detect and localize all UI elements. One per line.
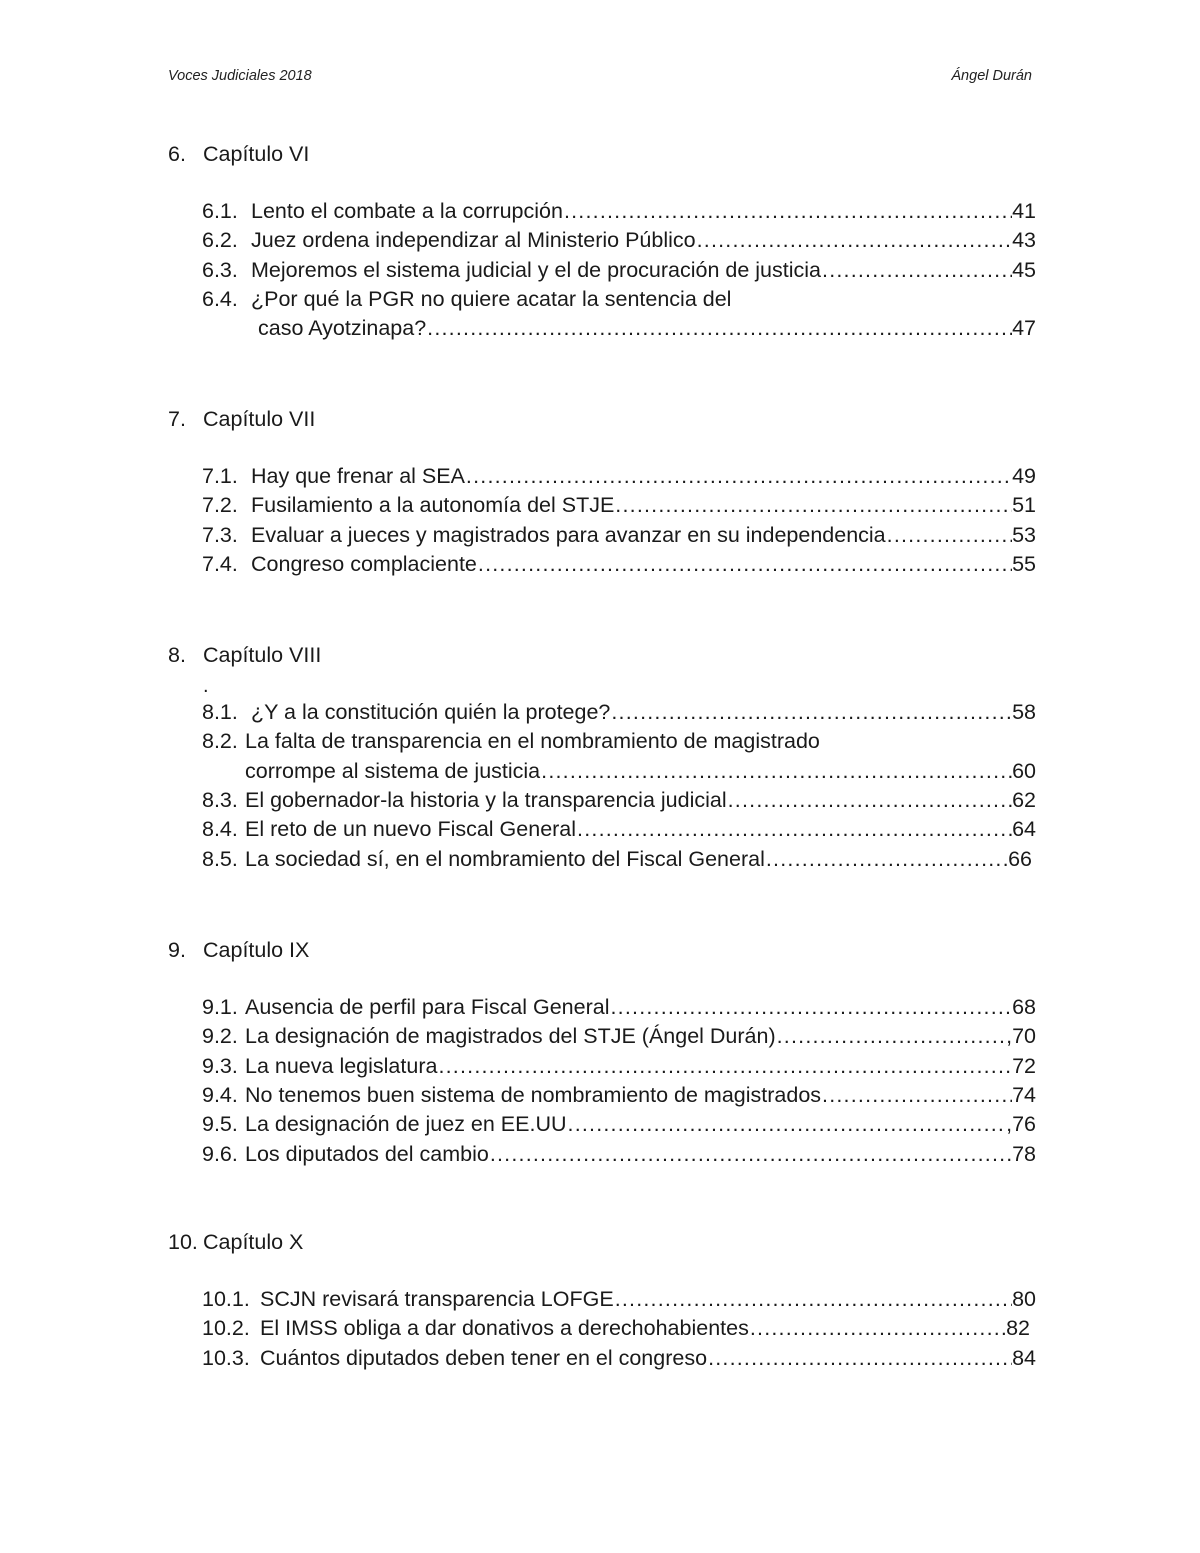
- entry-page: ,76: [1006, 1112, 1036, 1137]
- toc-entry[interactable]: [168, 521, 1036, 550]
- chapter-title: Capítulo X: [203, 1230, 304, 1254]
- dot-leader: [697, 226, 1012, 255]
- entry-page: ,70: [1006, 1024, 1036, 1049]
- dot-leader: [766, 845, 1008, 874]
- entry-number: 7.2.: [202, 493, 238, 518]
- dot-leader: [438, 1052, 1012, 1081]
- toc-entry-continuation[interactable]: [168, 314, 1036, 343]
- entry-title: Hay que frenar al SEA: [251, 464, 465, 488]
- entry-page: 82: [1006, 1316, 1030, 1341]
- entry-title: SCJN revisará transparencia LOFGE: [260, 1287, 614, 1311]
- toc-entry[interactable]: [168, 1052, 1036, 1081]
- chapter-title: Capítulo IX: [203, 938, 310, 962]
- chapter-8: [168, 640, 1036, 871]
- toc-entry[interactable]: [168, 815, 1036, 844]
- entry-number: 7.1.: [202, 464, 238, 488]
- dot-leader: [822, 256, 1012, 285]
- entry-number: 9.6.: [202, 1141, 238, 1166]
- entry-title: La nueva legislatura: [245, 1053, 438, 1078]
- entry-title: Juez ordena independizar al Ministerio Público: [251, 228, 696, 253]
- chapter-7: [168, 404, 1036, 576]
- entry-title: La designación de juez en EE.UU: [245, 1112, 567, 1137]
- entry-number: 6.3.: [202, 257, 238, 282]
- toc-entry[interactable]: [168, 285, 1036, 314]
- toc-entry[interactable]: [168, 491, 1036, 520]
- dot-leader: [490, 1140, 1012, 1169]
- entry-page: 43: [1012, 228, 1036, 253]
- entry-number: 8.3.: [202, 787, 238, 812]
- entry-number: 7.3.: [202, 522, 238, 547]
- toc-entry[interactable]: [168, 1344, 1036, 1373]
- toc-entry[interactable]: [168, 550, 1036, 579]
- entry-number: 8.4.: [202, 817, 238, 842]
- entry-page: 78: [1012, 1141, 1036, 1166]
- entry-page: 64: [1012, 817, 1036, 842]
- entry-page: 74: [1012, 1082, 1036, 1107]
- dot-leader: [822, 1081, 1012, 1110]
- dot-leader: [577, 815, 1012, 844]
- toc-entry[interactable]: [168, 462, 1036, 491]
- dot-leader: [728, 786, 1012, 815]
- toc-entry[interactable]: [168, 1314, 1036, 1343]
- entry-title: La designación de magistrados del STJE (Ángel Durán): [245, 1024, 776, 1049]
- chapter-title: Capítulo VIII: [203, 643, 322, 667]
- dot-leader: [541, 757, 1012, 786]
- entry-page: 84: [1012, 1345, 1036, 1370]
- dot-leader: [478, 550, 1012, 579]
- entry-title: ¿Por qué la PGR no quiere acatar la sentencia del: [251, 286, 732, 311]
- dot-leader: [564, 197, 1012, 226]
- dot-leader: [466, 462, 1012, 491]
- entry-number: 10.2.: [202, 1316, 250, 1341]
- chapter-title: Capítulo VII: [203, 407, 316, 431]
- toc-entry[interactable]: [168, 1022, 1036, 1051]
- entry-page: 66: [1008, 846, 1032, 871]
- entry-page: 49: [1012, 464, 1036, 488]
- toc-entry[interactable]: [168, 845, 1036, 874]
- dot-leader: [615, 491, 1012, 520]
- chapter-number: 7.: [168, 407, 186, 431]
- toc-entry[interactable]: [168, 993, 1036, 1022]
- toc-entry[interactable]: [168, 727, 1036, 756]
- dot-leader: [777, 1022, 1006, 1051]
- toc-entry[interactable]: [168, 698, 1036, 727]
- entry-title-continuation: caso Ayotzinapa?: [258, 314, 427, 343]
- toc-entry[interactable]: [168, 1285, 1036, 1314]
- entry-title: ¿Y a la constitución quién la protege?: [251, 700, 611, 724]
- entry-page: 62: [1012, 787, 1036, 812]
- chapter-heading: [168, 139, 1036, 169]
- entry-number: 9.5.: [202, 1112, 238, 1137]
- toc-entry[interactable]: [168, 256, 1036, 285]
- entry-number: 9.2.: [202, 1024, 238, 1049]
- entry-number: 8.1.: [202, 700, 238, 724]
- entry-title: No tenemos buen sistema de nombramiento de magistrados: [245, 1082, 822, 1107]
- entry-number: 9.3.: [202, 1053, 238, 1078]
- entry-number: 8.5.: [202, 846, 238, 871]
- entry-title: Lento el combate a la corrupción: [251, 199, 563, 223]
- entry-title: El IMSS obliga a dar donativos a derechohabientes: [260, 1316, 749, 1341]
- chapter-title: Capítulo VI: [203, 142, 310, 166]
- entry-title: Evaluar a jueces y magistrados para avanzar en su independencia: [251, 522, 886, 547]
- entry-number: 6.2.: [202, 228, 238, 253]
- chapter-10: [168, 1227, 1036, 1370]
- entry-title: Congreso complaciente: [251, 551, 477, 576]
- entry-page: 55: [1012, 551, 1036, 576]
- stray-period: .: [203, 675, 209, 697]
- entry-page: 60: [1012, 758, 1036, 783]
- chapter-6: [168, 139, 1036, 341]
- entry-title: El gobernador-la historia y la transparencia judicial: [245, 787, 727, 812]
- entry-title: El reto de un nuevo Fiscal General: [245, 817, 577, 842]
- dot-leader: [427, 314, 1012, 343]
- entry-number: 7.4.: [202, 551, 238, 576]
- dot-leader: [750, 1314, 1006, 1343]
- entry-page: 47: [1012, 316, 1036, 341]
- entry-number: 9.4.: [202, 1082, 238, 1107]
- chapter-9: [168, 935, 1036, 1166]
- entry-number: 9.1.: [202, 995, 238, 1019]
- entry-page: 53: [1012, 522, 1036, 547]
- chapter-heading: [168, 640, 1036, 670]
- entry-title-continuation: corrompe al sistema de justicia: [245, 757, 541, 786]
- chapter-number: 8.: [168, 643, 186, 667]
- chapter-heading: [168, 935, 1036, 965]
- chapter-number: 10.: [168, 1230, 198, 1254]
- entry-page: 45: [1012, 257, 1036, 282]
- entry-title: Mejoremos el sistema judicial y el de procuración de justicia: [251, 257, 822, 282]
- chapter-heading: [168, 1227, 1036, 1257]
- dot-leader: [568, 1110, 1007, 1139]
- entry-number: 8.2.: [202, 729, 238, 754]
- dot-leader: [611, 698, 1012, 727]
- entry-page: 72: [1012, 1053, 1036, 1078]
- entry-page: 80: [1012, 1287, 1036, 1311]
- chapter-number: 6.: [168, 142, 186, 166]
- chapter-heading: [168, 404, 1036, 434]
- toc-entry[interactable]: [168, 197, 1036, 226]
- entry-number: 10.3.: [202, 1345, 250, 1370]
- toc-entry[interactable]: [168, 1081, 1036, 1110]
- running-header: [168, 68, 1032, 88]
- entry-title: Fusilamiento a la autonomía del STJE: [251, 493, 615, 518]
- entry-number: 6.4.: [202, 286, 238, 311]
- entry-title: La falta de transparencia en el nombramiento de magistrado: [245, 729, 820, 754]
- entry-title: La sociedad sí, en el nombramiento del Fiscal General: [245, 846, 765, 871]
- entry-title: Cuántos diputados deben tener en el congreso: [260, 1345, 708, 1370]
- dot-leader: [708, 1344, 1012, 1373]
- entry-title: Los diputados del cambio: [245, 1141, 489, 1166]
- entry-number: 10.1.: [202, 1287, 250, 1311]
- toc-entry[interactable]: [168, 226, 1036, 255]
- entry-page: 68: [1012, 995, 1036, 1019]
- dot-leader: [615, 1285, 1012, 1314]
- header-book-title: Voces Judiciales 2018: [168, 68, 312, 84]
- entry-number: 6.1.: [202, 199, 238, 223]
- dot-leader: [887, 521, 1012, 550]
- chapter-number: 9.: [168, 938, 186, 962]
- toc-entry[interactable]: [168, 786, 1036, 815]
- toc-entry[interactable]: [168, 1110, 1036, 1139]
- dot-leader: [611, 993, 1013, 1022]
- entry-page: 51: [1012, 493, 1036, 518]
- toc-entry-continuation[interactable]: [168, 757, 1036, 786]
- entry-title: Ausencia de perfil para Fiscal General: [245, 995, 610, 1019]
- toc-entry[interactable]: [168, 1140, 1036, 1169]
- entry-page: 41: [1012, 199, 1036, 223]
- entry-page: 58: [1012, 700, 1036, 724]
- header-author: Ángel Durán: [951, 68, 1032, 84]
